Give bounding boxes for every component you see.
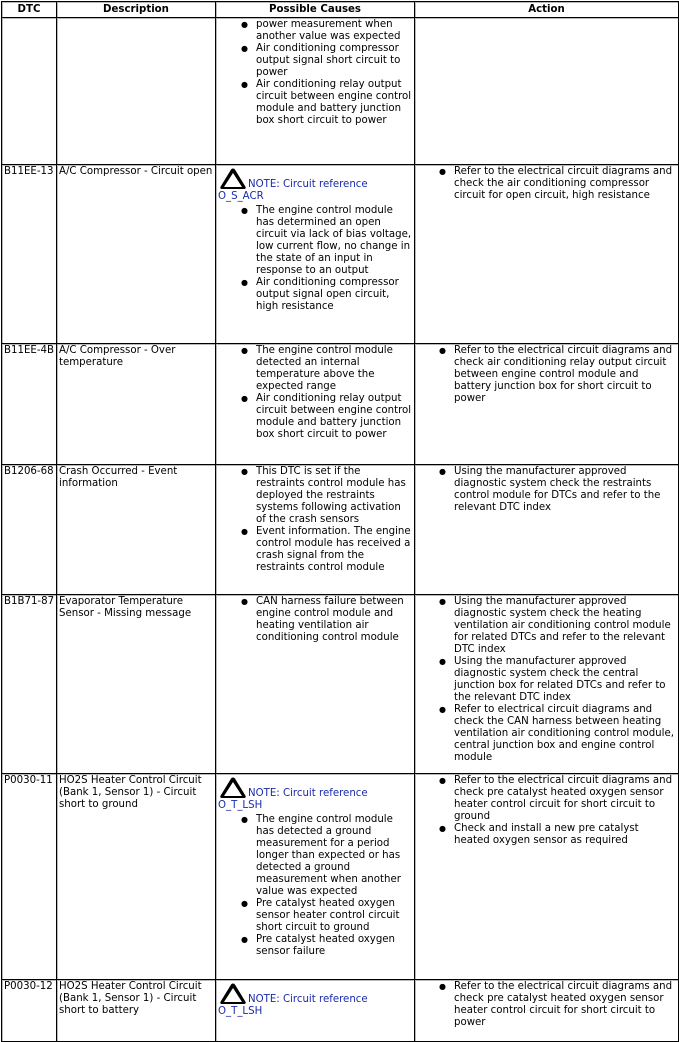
action-list [417, 775, 676, 847]
action-item: ● Refer to the electrical circuit diagrams and check the air conditioning compressor circuit for open circuit, high resistance [454, 166, 676, 202]
action-cell [415, 18, 679, 165]
cause-item: ● This DTC is set if the restraints control module has deployed the restraints systems following activation of the crash sensors [256, 466, 412, 526]
cause-item: ● The engine control module has detected a ground measurement for a period longer than expected or has detected a ground measurement when another value was expected [256, 814, 412, 898]
table-body [2, 18, 679, 1042]
action-item: ● Refer to the electrical circuit diagrams and check pre catalyst heated oxygen sensor heater control circuit for short circuit to ground [454, 775, 676, 823]
circuit-reference-note [218, 775, 412, 812]
table-row [2, 595, 679, 774]
header-possible-causes: Possible Causes [216, 2, 415, 18]
action-list [417, 596, 676, 764]
action-item: ● Using the manufacturer approved diagnostic system check the heating ventilation air conditioning control module for related DTCs and refer to the relevant DTC index [454, 596, 676, 656]
action-item: ● Refer to the electrical circuit diagrams and check air conditioning relay output circuit between engine control module and battery junction box for short circuit to power [454, 345, 676, 405]
dtc-description: HO2S Heater Control Circuit (Bank 1, Sensor 1) - Circuit short to battery [57, 980, 216, 1042]
action-list [417, 466, 676, 514]
possible-causes-cell [216, 980, 415, 1042]
possible-causes-list [218, 814, 412, 958]
header-row [2, 2, 679, 18]
dtc-description: Crash Occurred - Event information [57, 465, 216, 595]
dtc-description: HO2S Heater Control Circuit (Bank 1, Sensor 1) - Circuit short to ground [57, 774, 216, 980]
action-cell [415, 344, 679, 465]
table-row [2, 165, 679, 344]
action-list [417, 166, 676, 202]
cause-item: ● Air conditioning relay output circuit between engine control module and battery junction box short circuit to power [256, 79, 412, 127]
circuit-reference-note [218, 981, 412, 1018]
dtc-description [57, 18, 216, 165]
table-row [2, 774, 679, 980]
note-text: NOTE: Circuit reference [248, 788, 368, 799]
warning-triangle-icon [218, 166, 248, 191]
cause-item: ● The engine control module detected an internal temperature above the expected range [256, 345, 412, 393]
dtc-description: A/C Compressor - Over temperature [57, 344, 216, 465]
action-cell [415, 980, 679, 1042]
action-item: ● Refer to the electrical circuit diagrams and check pre catalyst heated oxygen sensor heater control circuit for short circuit to power [454, 981, 676, 1029]
dtc-code: B1B71-87 [2, 595, 57, 774]
possible-causes-cell [216, 18, 415, 165]
cause-item: ● Air conditioning compressor output signal short circuit to power [256, 43, 412, 79]
dtc-code [2, 18, 57, 165]
cause-item: ● Event information. The engine control module has received a crash signal from the restraints control module [256, 526, 412, 574]
possible-causes-cell [216, 344, 415, 465]
possible-causes-cell [216, 465, 415, 595]
note-circuit-reference: O_T_LSH [218, 800, 263, 811]
circuit-reference-note [218, 166, 412, 203]
dtc-description: Evaporator Temperature Sensor - Missing message [57, 595, 216, 774]
action-item: ● Refer to electrical circuit diagrams and check the CAN harness between heating ventilation air conditioning control module, central junction box and engine control module [454, 704, 676, 764]
header-dtc: DTC [2, 2, 57, 18]
dtc-code: B11EE-4B [2, 344, 57, 465]
cause-item: ● Pre catalyst heated oxygen sensor failure [256, 934, 412, 958]
cause-item: ● Air conditioning compressor output signal open circuit, high resistance [256, 277, 412, 313]
table-row [2, 465, 679, 595]
action-cell [415, 595, 679, 774]
table-row [2, 344, 679, 465]
possible-causes-list [218, 466, 412, 574]
dtc-table [1, 1, 679, 1042]
action-cell [415, 774, 679, 980]
note-text: NOTE: Circuit reference [248, 994, 368, 1005]
action-cell [415, 165, 679, 344]
possible-causes-list [218, 345, 412, 441]
possible-causes-cell [216, 165, 415, 344]
possible-causes-list [218, 205, 412, 313]
action-item: ● Check and install a new pre catalyst heated oxygen sensor as required [454, 823, 676, 847]
warning-triangle-icon [218, 775, 248, 800]
possible-causes-cell [216, 595, 415, 774]
note-text: NOTE: Circuit reference [248, 179, 368, 190]
note-circuit-reference: O_T_LSH [218, 1006, 263, 1017]
possible-causes-list [218, 596, 412, 644]
table-row [2, 980, 679, 1042]
cause-item: ● Air conditioning relay output circuit between engine control module and battery junction box short circuit to power [256, 393, 412, 441]
header-action: Action [415, 2, 679, 18]
table-row [2, 18, 679, 165]
dtc-code: P0030-12 [2, 980, 57, 1042]
dtc-code: B11EE-13 [2, 165, 57, 344]
dtc-code: B1206-68 [2, 465, 57, 595]
cause-item: ● power measurement when another value was expected [256, 19, 412, 43]
action-item: ● Using the manufacturer approved diagnostic system check the restraints control module for DTCs and refer to the relevant DTC index [454, 466, 676, 514]
possible-causes-cell [216, 774, 415, 980]
header-description: Description [57, 2, 216, 18]
dtc-code: P0030-11 [2, 774, 57, 980]
possible-causes-list [218, 19, 412, 127]
note-circuit-reference: O_S_ACR [218, 191, 264, 202]
action-list [417, 345, 676, 405]
warning-triangle-icon [218, 981, 248, 1006]
cause-item: ● Pre catalyst heated oxygen sensor heater control circuit short circuit to ground [256, 898, 412, 934]
dtc-description: A/C Compressor - Circuit open [57, 165, 216, 344]
action-cell [415, 465, 679, 595]
action-item: ● Using the manufacturer approved diagnostic system check the central junction box for related DTCs and refer to the relevant DTC index [454, 656, 676, 704]
cause-item: ● CAN harness failure between engine control module and heating ventilation air conditioning control module [256, 596, 412, 644]
cause-item: ● The engine control module has determined an open circuit via lack of bias voltage, low current flow, no change in the state of an input in response to an output [256, 205, 412, 277]
action-list [417, 981, 676, 1029]
